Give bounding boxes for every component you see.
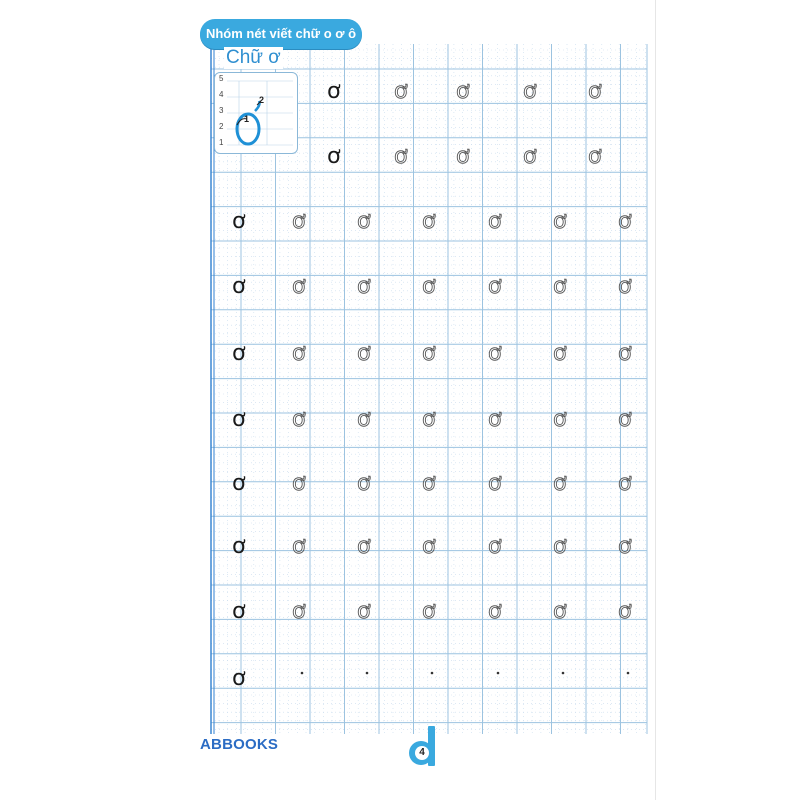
- practice-letter: ơ: [618, 341, 632, 366]
- practice-letter: ơ: [292, 599, 306, 624]
- practice-letter: ơ: [618, 407, 632, 432]
- start-dot: [497, 672, 500, 675]
- practice-letter: ơ: [456, 144, 470, 169]
- practice-letter: ơ: [618, 599, 632, 624]
- practice-letter: ơ: [327, 79, 341, 104]
- practice-letter: ơ: [292, 534, 306, 559]
- practice-letter: ơ: [553, 274, 567, 299]
- practice-letter: ơ: [232, 341, 246, 366]
- practice-letter: ơ: [422, 274, 436, 299]
- practice-letter: ơ: [232, 534, 246, 559]
- stroke-number: 2: [259, 95, 265, 105]
- practice-letter: ơ: [357, 274, 371, 299]
- practice-letter: ơ: [292, 407, 306, 432]
- practice-letter: ơ: [488, 209, 502, 234]
- practice-letter: ơ: [618, 209, 632, 234]
- practice-letter: ơ: [292, 209, 306, 234]
- practice-letter: ơ: [292, 274, 306, 299]
- practice-letter: ơ: [357, 599, 371, 624]
- practice-letter: ơ: [488, 534, 502, 559]
- practice-letter: ơ: [357, 341, 371, 366]
- practice-letter: ơ: [422, 471, 436, 496]
- practice-letter: ơ: [232, 599, 246, 624]
- practice-letter: ơ: [553, 341, 567, 366]
- publisher-logo: ABBOOKS: [200, 736, 279, 753]
- practice-letter: ơ: [618, 471, 632, 496]
- practice-letter: ơ: [292, 341, 306, 366]
- practice-letter: ơ: [422, 534, 436, 559]
- practice-letter: ơ: [553, 471, 567, 496]
- practice-letter: ơ: [456, 79, 470, 104]
- practice-letter: ơ: [232, 407, 246, 432]
- page-number: 4: [415, 746, 429, 760]
- practice-letter: ơ: [488, 407, 502, 432]
- page-number-badge: [406, 722, 436, 776]
- start-dot: [431, 672, 434, 675]
- practice-letter: ơ: [488, 341, 502, 366]
- start-dot: [627, 672, 630, 675]
- practice-letter: ơ: [292, 471, 306, 496]
- practice-letter: ơ: [488, 471, 502, 496]
- practice-letter: ơ: [553, 534, 567, 559]
- row-number: 2: [219, 122, 224, 131]
- practice-letter: ơ: [588, 144, 602, 169]
- stroke-number: 1: [244, 114, 250, 124]
- row-number: 5: [219, 74, 224, 83]
- practice-letter: ơ: [422, 407, 436, 432]
- section-title: Chữ ơ: [226, 47, 281, 68]
- practice-letter: ơ: [357, 534, 371, 559]
- practice-letter: ơ: [523, 79, 537, 104]
- lesson-tag: Nhóm nét viết chữ o ơ ô: [200, 19, 362, 49]
- practice-letter: ơ: [394, 144, 408, 169]
- practice-letter: ơ: [232, 274, 246, 299]
- example-letter-illustration: [215, 73, 297, 153]
- start-dot: [301, 672, 304, 675]
- row-number: 3: [219, 106, 224, 115]
- practice-letter: ơ: [553, 209, 567, 234]
- stroke-order-example: [214, 72, 298, 154]
- practice-letter: ơ: [488, 274, 502, 299]
- practice-letter: ơ: [618, 534, 632, 559]
- start-dot: [366, 672, 369, 675]
- practice-letter: ơ: [357, 471, 371, 496]
- practice-letter: ơ: [422, 209, 436, 234]
- practice-letter: ơ: [618, 274, 632, 299]
- start-dot: [562, 672, 565, 675]
- practice-letter: ơ: [357, 209, 371, 234]
- practice-letter: ơ: [357, 407, 371, 432]
- row-number: 4: [219, 90, 224, 99]
- practice-letter: ơ: [488, 599, 502, 624]
- practice-letter: ơ: [553, 599, 567, 624]
- practice-letter: ơ: [232, 471, 246, 496]
- practice-letter: ơ: [523, 144, 537, 169]
- practice-letter: ơ: [394, 79, 408, 104]
- practice-letter: ơ: [232, 209, 246, 234]
- practice-letter: ơ: [422, 341, 436, 366]
- practice-letter: ơ: [553, 407, 567, 432]
- practice-letter: ơ: [422, 599, 436, 624]
- row-number: 1: [219, 138, 224, 147]
- practice-letter: ơ: [588, 79, 602, 104]
- practice-letter: ơ: [232, 666, 246, 691]
- practice-letter: ơ: [327, 144, 341, 169]
